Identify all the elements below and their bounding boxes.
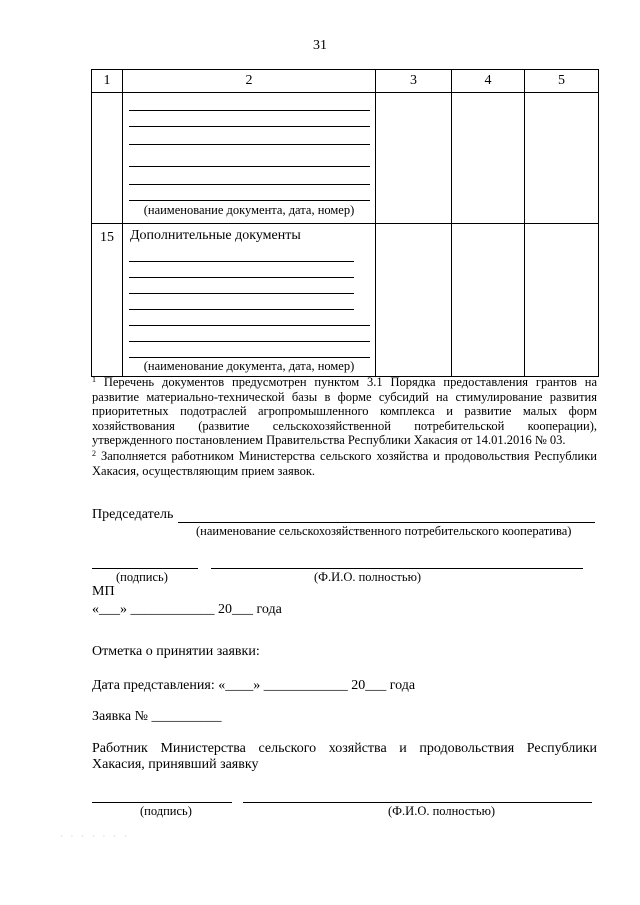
empty-cell: [376, 93, 452, 224]
fill-line[interactable]: [129, 166, 370, 167]
column-header: 1: [92, 70, 123, 93]
table-row: [92, 93, 599, 224]
date-line[interactable]: «___» ____________ 20___ года: [92, 602, 282, 617]
footnote-mark: 1: [92, 375, 96, 384]
row-number: [92, 93, 123, 224]
fill-line[interactable]: [129, 357, 370, 358]
document-cell: [123, 224, 376, 377]
document-cell: [123, 93, 376, 224]
table-header-row: [92, 70, 599, 93]
empty-cell: [525, 93, 599, 224]
fill-line[interactable]: [129, 184, 370, 185]
stamp-label: МП: [92, 584, 115, 599]
column-header: 2: [123, 70, 376, 93]
fill-line[interactable]: [129, 126, 370, 127]
field-caption: (наименование документа, дата, номер): [143, 203, 355, 217]
signature-line[interactable]: [92, 568, 198, 569]
fill-line[interactable]: [129, 144, 370, 145]
fill-line[interactable]: [129, 277, 354, 278]
fio-line[interactable]: [211, 568, 583, 569]
table-row: [92, 224, 599, 377]
chairman-line[interactable]: [178, 522, 595, 523]
fill-line[interactable]: [129, 325, 370, 326]
empty-cell: [452, 224, 525, 377]
empty-cell: [376, 224, 452, 377]
request-number[interactable]: Заявка № __________: [92, 709, 222, 724]
row-title: Дополнительные документы: [130, 228, 301, 243]
chairman-label: Председатель: [92, 507, 174, 522]
page-number: 31: [313, 38, 327, 53]
scan-artifact: · · · · · · ·: [60, 832, 130, 841]
worker-signature-line[interactable]: [92, 802, 232, 803]
column-header: 3: [376, 70, 452, 93]
empty-cell: [525, 224, 599, 377]
fill-line[interactable]: [129, 309, 354, 310]
submission-date[interactable]: Дата представления: «____» ____________ 20___ года: [92, 678, 416, 693]
row-number: 15: [92, 224, 123, 377]
worker-text: Работник Министерства сельского хозяйства и продовольствия Республики Хакасия, принявший заявку: [92, 741, 597, 772]
chairman-caption: (наименование сельскохозяйственного потребительского кооператива): [196, 524, 572, 538]
fill-line[interactable]: [129, 261, 354, 262]
fill-line[interactable]: [129, 341, 370, 342]
acceptance-heading: Отметка о принятии заявки:: [92, 644, 260, 659]
footnote-mark: 2: [92, 449, 96, 458]
signature-caption: (подпись): [116, 570, 168, 584]
field-caption: (наименование документа, дата, номер): [143, 359, 355, 373]
footnote-1: [92, 373, 597, 448]
fill-line[interactable]: [129, 200, 370, 201]
footnote-text: Перечень документов предусмотрен пунктом 3.1 Порядка предоставления грантов на развитие материально-технической базы в форме субсидий на стимулирование развития приоритетных подотраслей агропромышленного комплекса и развитие малых форм хозяйствования (развитие сельскохозяйственной потребительской кооперации), утвержденного постановлением Правительства Республики Хакасия от 14.01.2016 № 03.: [92, 375, 597, 448]
column-header: 4: [452, 70, 525, 93]
empty-cell: [452, 93, 525, 224]
worker-signature-caption: (подпись): [140, 804, 192, 818]
worker-fio-line[interactable]: [243, 802, 592, 803]
column-header: 5: [525, 70, 599, 93]
fill-line[interactable]: [129, 110, 370, 111]
fill-line[interactable]: [129, 293, 354, 294]
fio-caption: (Ф.И.О. полностью): [314, 570, 422, 584]
worker-fio-caption: (Ф.И.О. полностью): [388, 804, 496, 818]
footnote-text: Заполняется работником Министерства сельского хозяйства и продовольствия Республики Хакасия, осуществляющим прием заявок.: [92, 449, 597, 478]
documents-table: [91, 69, 599, 377]
footnote-2: [92, 447, 597, 478]
